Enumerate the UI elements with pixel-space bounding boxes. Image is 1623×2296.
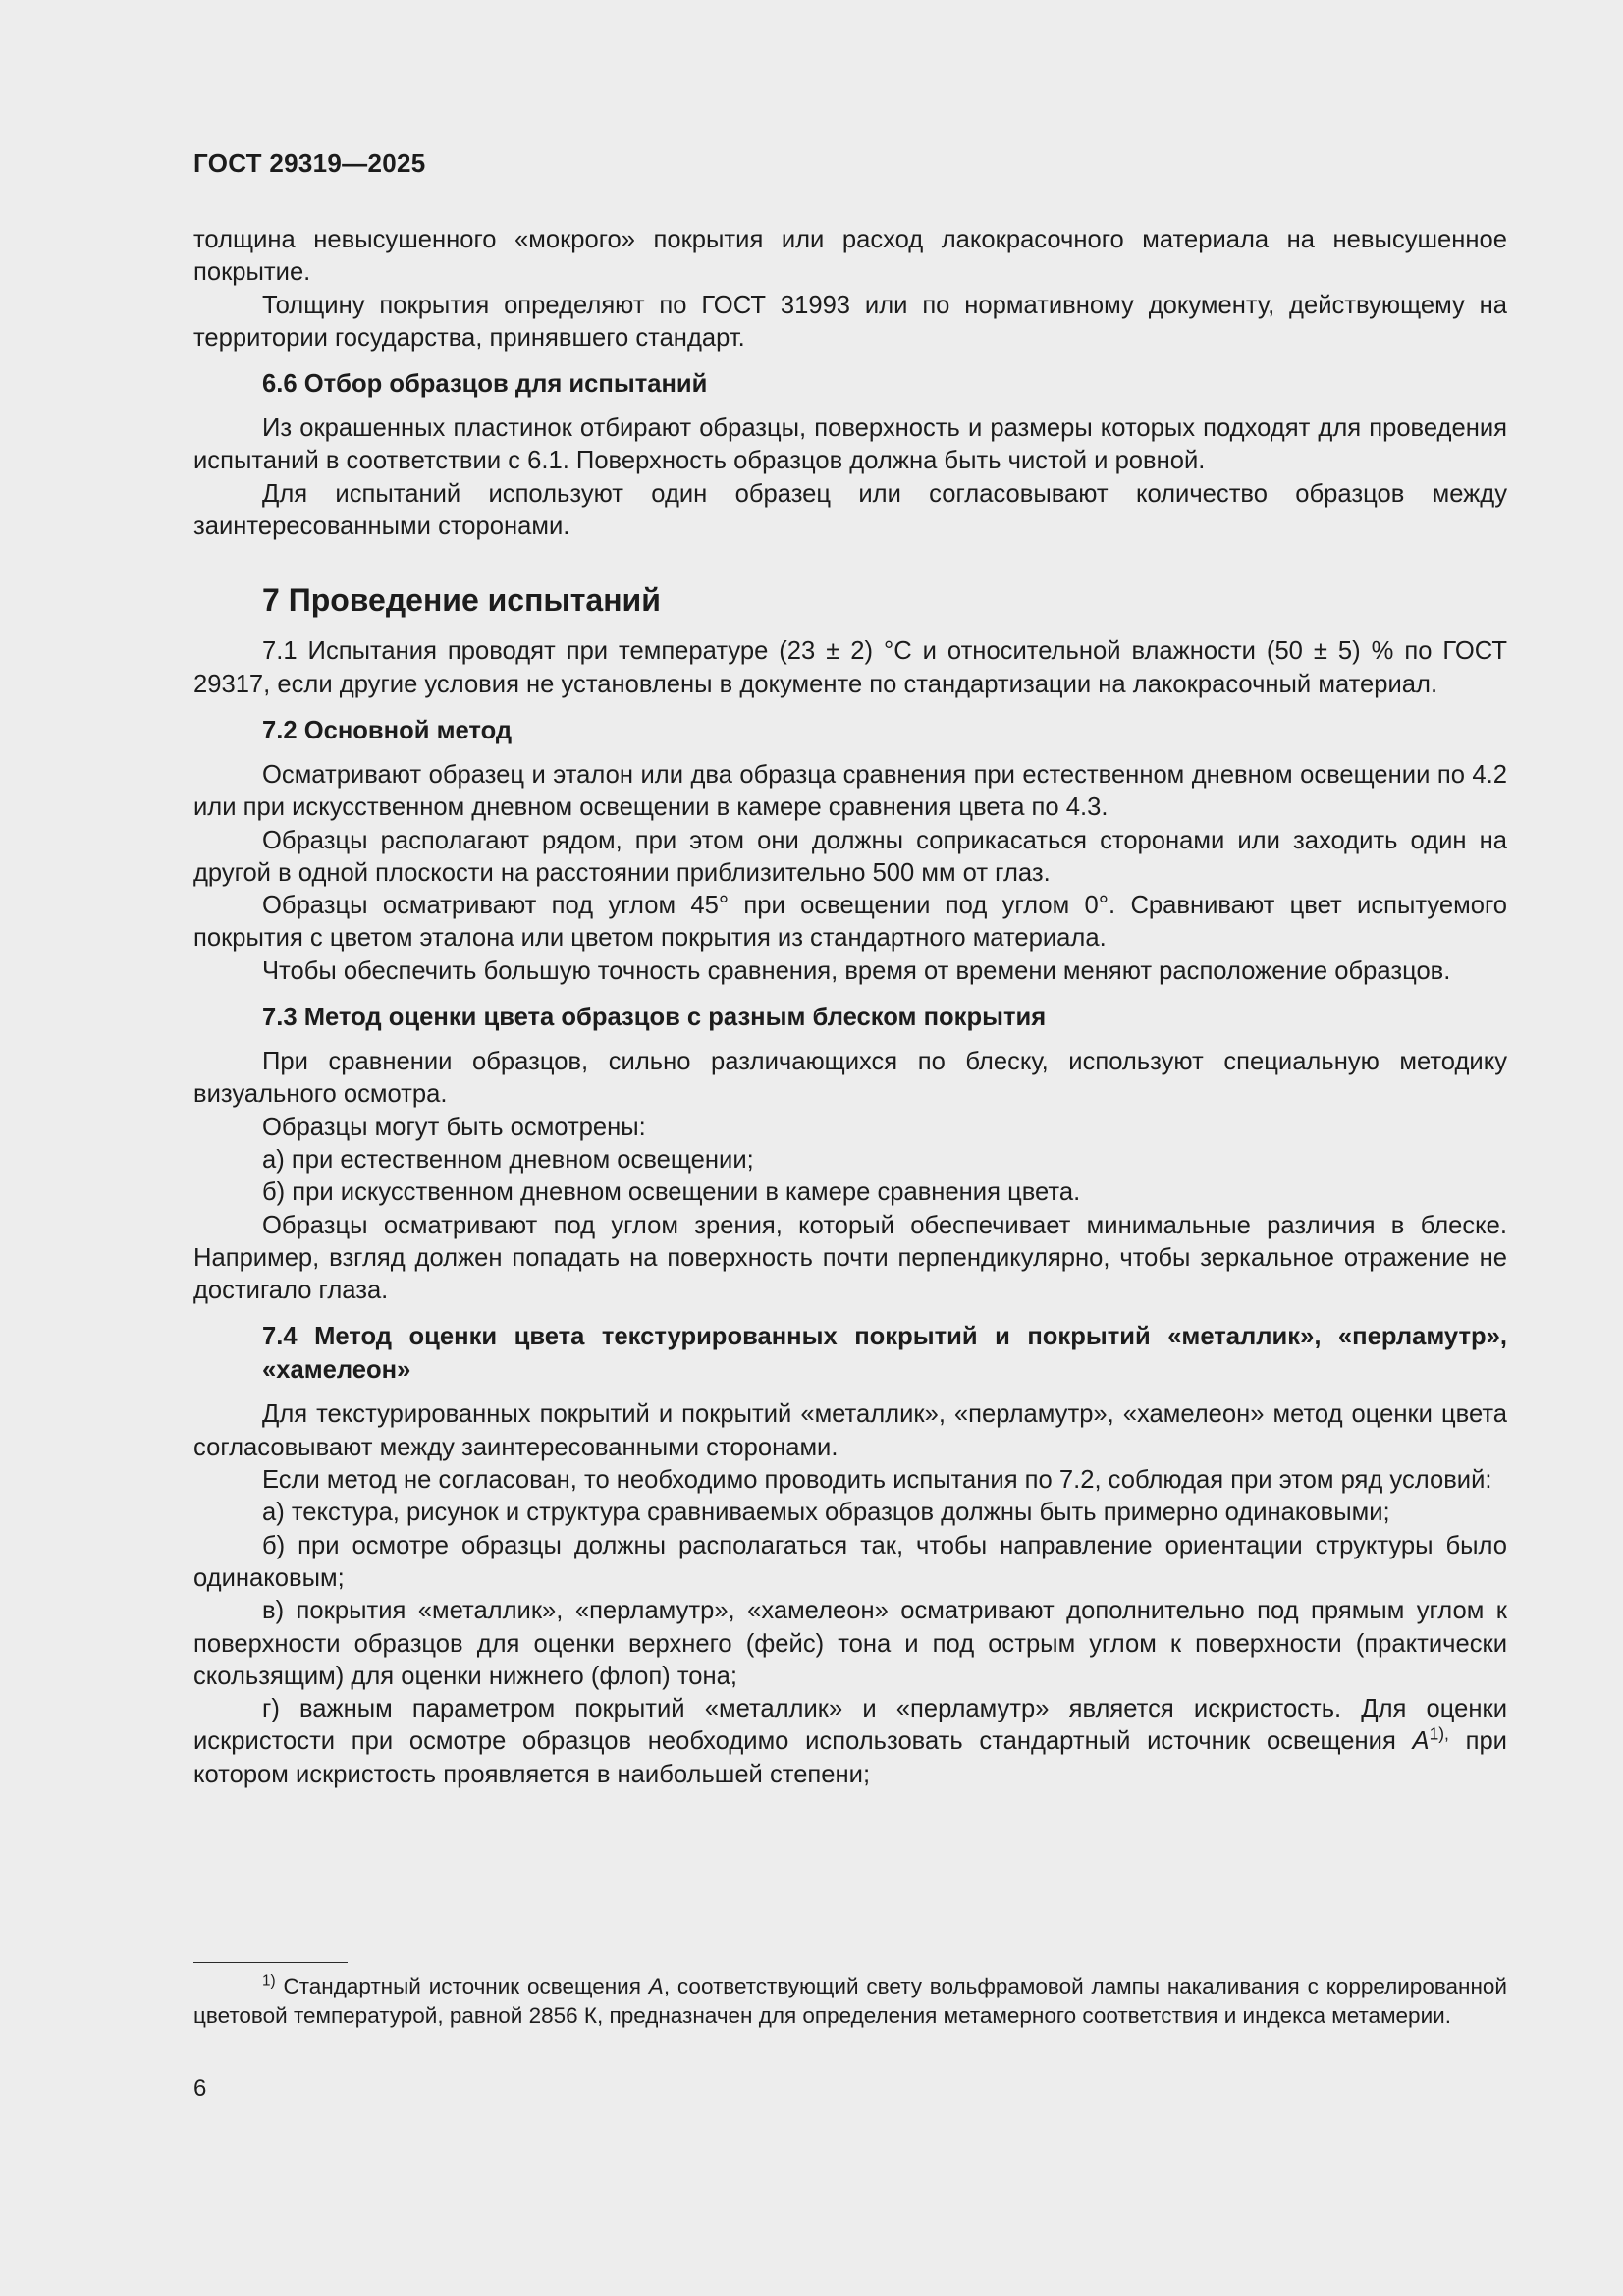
section-heading: 7.3 Метод оценки цвета образцов с разным блеском покрытия — [262, 1004, 1047, 1032]
paragraph: Из окрашенных пластинок отбирают образцы, поверхность и размеры которых подходят для проведения испытаний в соответствии с 6.1. Поверхность образцов должна быть чистой и ровной. — [193, 414, 1507, 475]
paragraph: б) при искусственном дневном освещении в камере сравнения цвета. — [262, 1178, 1081, 1207]
paragraph: Если метод не согласован, то необходимо проводить испытания по 7.2, соблюдая при этом ряд условий: — [262, 1466, 1492, 1495]
paragraph: Толщину покрытия определяют по ГОСТ 31993 или по нормативному документу, действующему на территории государства, принявшего стандарт. — [193, 291, 1507, 352]
paragraph: Образцы осматривают под углом 45° при освещении под углом 0°. Сравнивают цвет испытуемого покрытия с цветом эталона или цветом покрытия из стандартного материала. — [193, 892, 1507, 953]
section-heading: 7.2 Основной метод — [262, 716, 513, 744]
chapter-heading: 7 Проведение испытаний — [262, 582, 661, 619]
paragraph: а) при естественном дневном освещении; — [262, 1145, 754, 1174]
paragraph: Для текстурированных покрытий и покрытий «металлик», «перламутр», «хамелеон» метод оценки цвета согласовывают между заинтересованными сторонами. — [193, 1400, 1507, 1461]
footnote-separator — [193, 1962, 348, 1963]
paragraph: б) при осмотре образцы должны располагаться так, чтобы направление ориентации структуры было одинаковым; — [193, 1531, 1507, 1592]
paragraph: в) покрытия «металлик», «перламутр», «хамелеон» осматривают дополнительно под прямым углом к поверхности образцов для оценки верхнего (фейс) тона и под острым углом к поверхности (практически скользящим) для оценки нижнего (флоп) тона; — [193, 1597, 1507, 1690]
paragraph: Образцы осматривают под углом зрения, который обеспечивает минимальные различия в блеске. Например, взгляд должен попадать на поверхность почти перпендикулярно, чтобы зеркальное отражение не достигало глаза. — [193, 1211, 1507, 1305]
paragraph: При сравнении образцов, сильно различающихся по блеску, используют специальную методику визуального осмотра. — [193, 1048, 1507, 1109]
paragraph-sparkle: г) важным параметром покрытий «металлик» и «перламутр» является искристость. Для оценки искристости при осмотре образцов необходимо использовать стандартный источник освещения $А^{1),}$ при котором искристость проявляется в наибольшей степени; — [193, 1695, 1507, 1788]
section-heading: 6.6 Отбор образцов для испытаний — [262, 370, 708, 399]
paragraph: 7.1 Испытания проводят при температуре (23 ± 2) °С и относительной влажности (50 ± 5) % по ГОСТ 29317, если другие условия не установлены в документе по стандартизации на лакокрасочный материал. — [193, 637, 1507, 698]
paragraph: Чтобы обеспечить большую точность сравнения, время от времени меняют расположение образцов. — [262, 957, 1451, 985]
paragraph: Образцы располагают рядом, при этом они должны соприкасаться сторонами или заходить один на другой в одной плоскости на расстоянии приблизительно 500 мм от глаз. — [193, 826, 1507, 887]
main-text — [193, 224, 1507, 1791]
footnote-text: $^{1)}$ Стандартный источник освещения А, соответствующий свету вольфрамовой лампы накаливания с коррелированной цветовой температурой, равной 2856 К, предназначен для определения метамерного соответствия и индекса метамерии. — [193, 1972, 1507, 2028]
paragraph: Для испытаний используют один образец или согласовывают количество образцов между заинтересованными сторонами. — [193, 479, 1507, 541]
paragraph: Образцы могут быть осмотрены: — [262, 1113, 646, 1141]
section-heading: 7.4 Метод оценки цвета текстурированных покрытий и покрытий «металлик», «перламутр», «хамелеон» — [262, 1323, 1507, 1384]
footnote — [193, 1972, 1507, 2031]
paragraph: Осматривают образец и эталон или два образца сравнения при естественном дневном освещении по 4.2 или при искусственном дневном освещении в камере сравнения цвета по 4.3. — [193, 760, 1507, 822]
page-number: 6 — [193, 2075, 207, 2102]
paragraph: толщина невысушенного «мокрого» покрытия или расход лакокрасочного материала на невысушенное покрытие. — [193, 226, 1507, 287]
document-header: ГОСТ 29319—2025 — [193, 148, 426, 178]
paragraph: а) текстура, рисунок и структура сравниваемых образцов должны быть примерно одинаковыми; — [262, 1499, 1390, 1527]
